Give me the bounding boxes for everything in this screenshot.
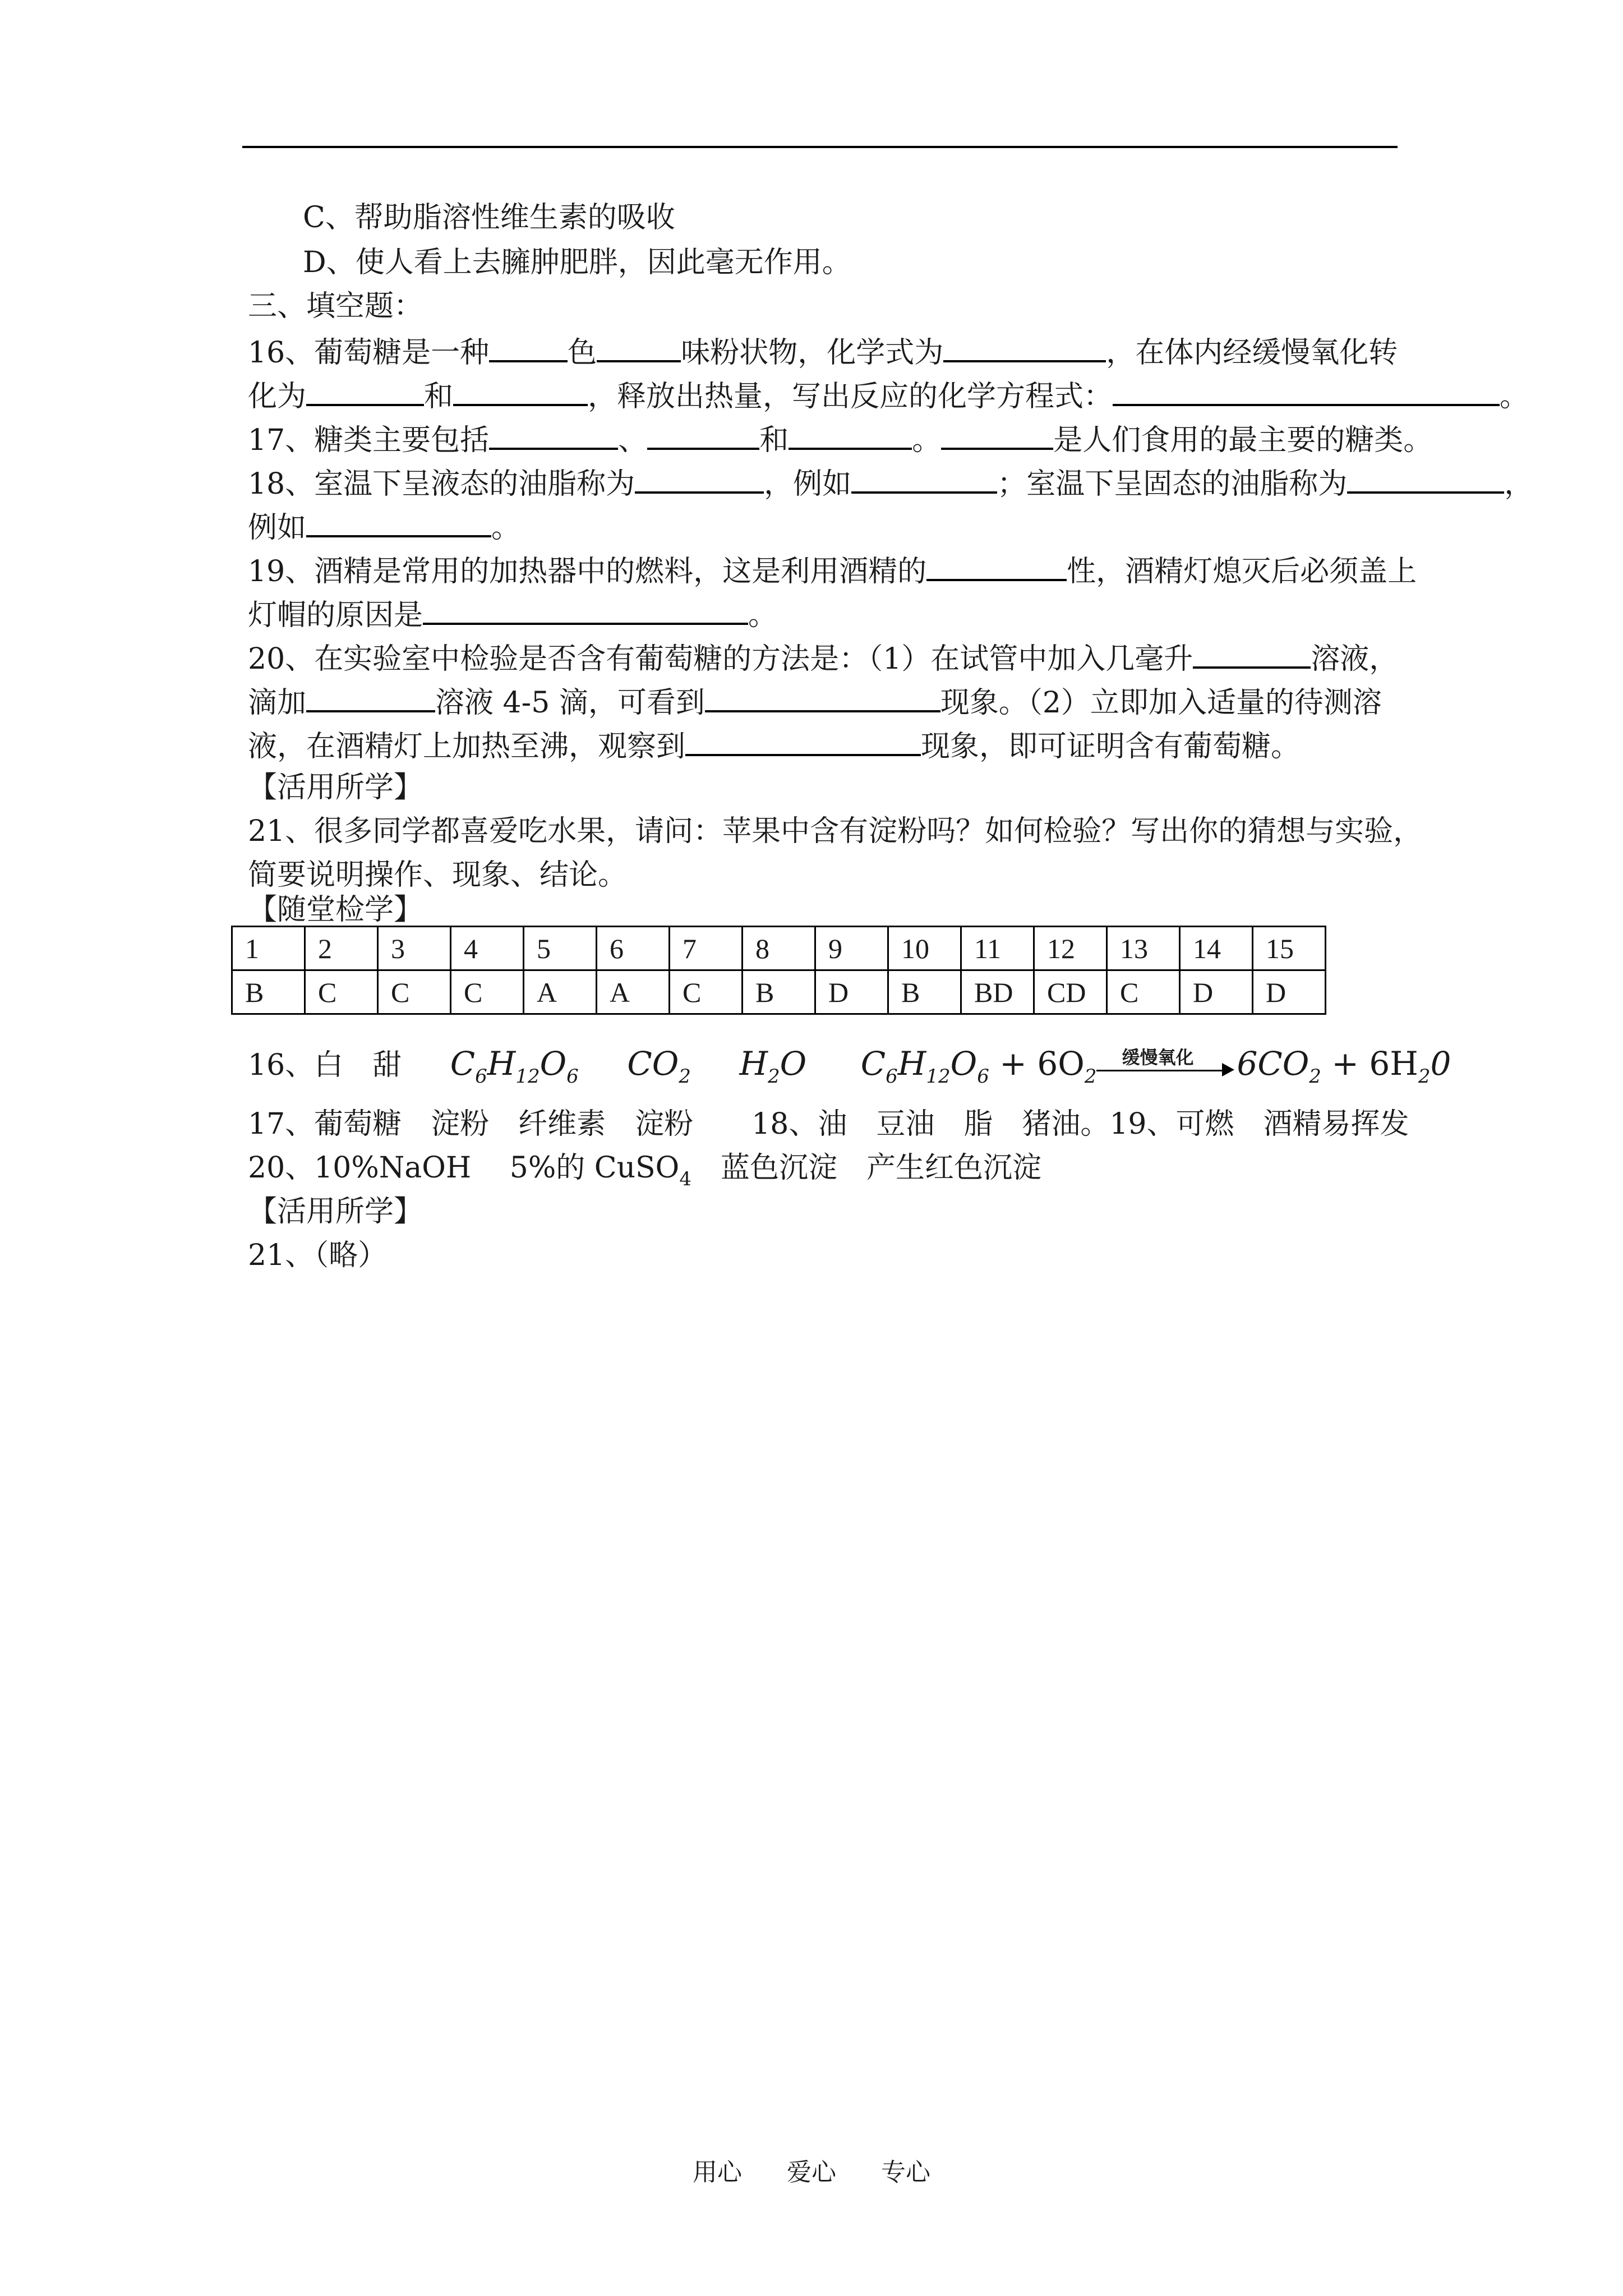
- blank[interactable]: [423, 595, 748, 625]
- question-19-line1: 19、酒精是常用的加热器中的燃料，这是利用酒精的 性，酒精灯熄灭后必须盖上: [248, 551, 1417, 590]
- table-cell-answer: B: [743, 970, 815, 1014]
- answer-21: 21、（略）: [248, 1239, 388, 1272]
- question-21-line1: 21、很多同学都喜爱吃水果，请问：苹果中含有淀粉吗？如何检验？写出你的猜想与实验，: [248, 815, 1423, 848]
- table-cell-number: 1: [232, 927, 305, 970]
- answer-17-19: 17、葡萄糖 淀粉 纤维素 淀粉 18、油 豆油 脂 猪油。19、可燃 酒精易挥发: [248, 1107, 1409, 1141]
- table-cell-answer: B: [232, 970, 305, 1014]
- formula-h2o: $H_2O$: [739, 1045, 807, 1088]
- table-cell-answer: C: [451, 970, 524, 1014]
- option-c: C、帮助脂溶性维生素的吸收: [303, 201, 675, 234]
- blank[interactable]: [705, 682, 940, 712]
- table-cell-number: 6: [597, 927, 670, 970]
- blank[interactable]: [453, 376, 588, 406]
- table-cell-number: 14: [1180, 927, 1253, 970]
- table-cell-number: 5: [524, 927, 597, 970]
- question-16-line2: 化为 和 ，释放出热量，写出反应的化学方程式： 。: [248, 376, 1529, 415]
- blank[interactable]: [926, 551, 1067, 581]
- blank[interactable]: [489, 332, 568, 362]
- question-20-line2: 滴加 溶液 4-5 滴，可看到 现象。（2）立即加入适量的待测溶: [248, 682, 1382, 721]
- chemical-equation: $C_6H_{12}O_6 + 6O_2$ 缓慢氧化 $6CO_2 + 6H_20$: [860, 1045, 1451, 1088]
- table-cell-number: 4: [451, 927, 524, 970]
- blank[interactable]: [851, 463, 997, 494]
- blank[interactable]: [306, 507, 491, 537]
- blank[interactable]: [941, 420, 1053, 450]
- formula-glucose: $C_6H_{12}O_6$: [450, 1045, 579, 1088]
- blank[interactable]: [306, 682, 435, 712]
- table-cell-number: 15: [1253, 927, 1326, 970]
- table-cell-answer: CD: [1034, 970, 1107, 1014]
- section-heading-apply: 【活用所学】: [248, 771, 423, 804]
- table-cell-number: 9: [815, 927, 888, 970]
- table-cell-number: 12: [1034, 927, 1107, 970]
- blank[interactable]: [597, 332, 681, 362]
- blank[interactable]: [1347, 463, 1504, 494]
- blank[interactable]: [1113, 376, 1500, 406]
- header-rule: [242, 146, 1398, 148]
- page-footer: 用心 爱心 专心: [693, 2158, 930, 2187]
- table-cell-number: 10: [888, 927, 961, 970]
- table-cell-answer: D: [1253, 970, 1326, 1014]
- blank[interactable]: [489, 420, 618, 450]
- blank[interactable]: [789, 420, 912, 450]
- section-title: 三、填空题：: [248, 289, 423, 323]
- blank[interactable]: [1193, 638, 1311, 669]
- answer-table: [231, 926, 1326, 1015]
- formula-co2: $CO_2$: [627, 1045, 691, 1088]
- answer-20: 20、10%NaOH 5%的 CuSO$_4$ 蓝色沉淀 产生红色沉淀: [248, 1151, 1041, 1190]
- question-21-line2: 简要说明操作、现象、结论。: [248, 858, 628, 892]
- question-18-line2: 例如 。: [248, 507, 520, 546]
- table-cell-number: 8: [743, 927, 815, 970]
- section-heading-quiz: 【随堂检学】: [248, 893, 423, 927]
- table-cell-answer: A: [524, 970, 597, 1014]
- reaction-arrow-icon: 缓慢氧化: [1096, 1050, 1237, 1083]
- table-cell-answer: C: [305, 970, 378, 1014]
- table-cell-answer: C: [670, 970, 743, 1014]
- table-cell-answer: C: [378, 970, 451, 1014]
- question-16-line1: 16、葡萄糖是一种 色 味粉状物，化学式为 ，在体内经缓慢氧化转: [248, 332, 1398, 371]
- section-heading-apply-2: 【活用所学】: [248, 1195, 423, 1228]
- question-18-line1: 18、室温下呈液态的油脂称为 ，例如 ；室温下呈固态的油脂称为 ，: [248, 463, 1533, 502]
- table-row-numbers: [232, 927, 1326, 970]
- table-cell-answer: B: [888, 970, 961, 1014]
- blank[interactable]: [306, 376, 424, 406]
- table-cell-number: 13: [1107, 927, 1180, 970]
- answer-16: 16、白 甜 $C_6H_{12}O_6$ $CO_2$ $H_2O$ $C_6H_{12}O_6 + 6O_2$ 缓慢氧化 $6CO_2 + 6H_20$: [248, 1045, 1451, 1088]
- blank[interactable]: [685, 726, 921, 756]
- table-cell-number: 3: [378, 927, 451, 970]
- question-19-line2: 灯帽的原因是 。: [248, 595, 777, 633]
- blank[interactable]: [943, 332, 1106, 362]
- option-d: D、使人看上去臃肿肥胖，因此毫无作用。: [303, 246, 851, 279]
- table-cell-answer: BD: [961, 970, 1034, 1014]
- blank[interactable]: [635, 463, 764, 494]
- table-cell-number: 11: [961, 927, 1034, 970]
- blank[interactable]: [647, 420, 759, 450]
- table-cell-answer: C: [1107, 970, 1180, 1014]
- table-cell-number: 2: [305, 927, 378, 970]
- question-20-line1: 20、在实验室中检验是否含有葡萄糖的方法是：（1）在试管中加入几毫升 溶液，: [248, 638, 1398, 677]
- table-cell-answer: D: [1180, 970, 1253, 1014]
- table-cell-number: 7: [670, 927, 743, 970]
- table-cell-answer: D: [815, 970, 888, 1014]
- question-20-line3: 液，在酒精灯上加热至沸，观察到 现象，即可证明含有葡萄糖。: [248, 726, 1300, 765]
- question-17: 17、糖类主要包括 、 和 。 是人们食用的最主要的糖类。: [248, 420, 1432, 458]
- table-cell-answer: A: [597, 970, 670, 1014]
- table-row-answers: [232, 970, 1326, 1014]
